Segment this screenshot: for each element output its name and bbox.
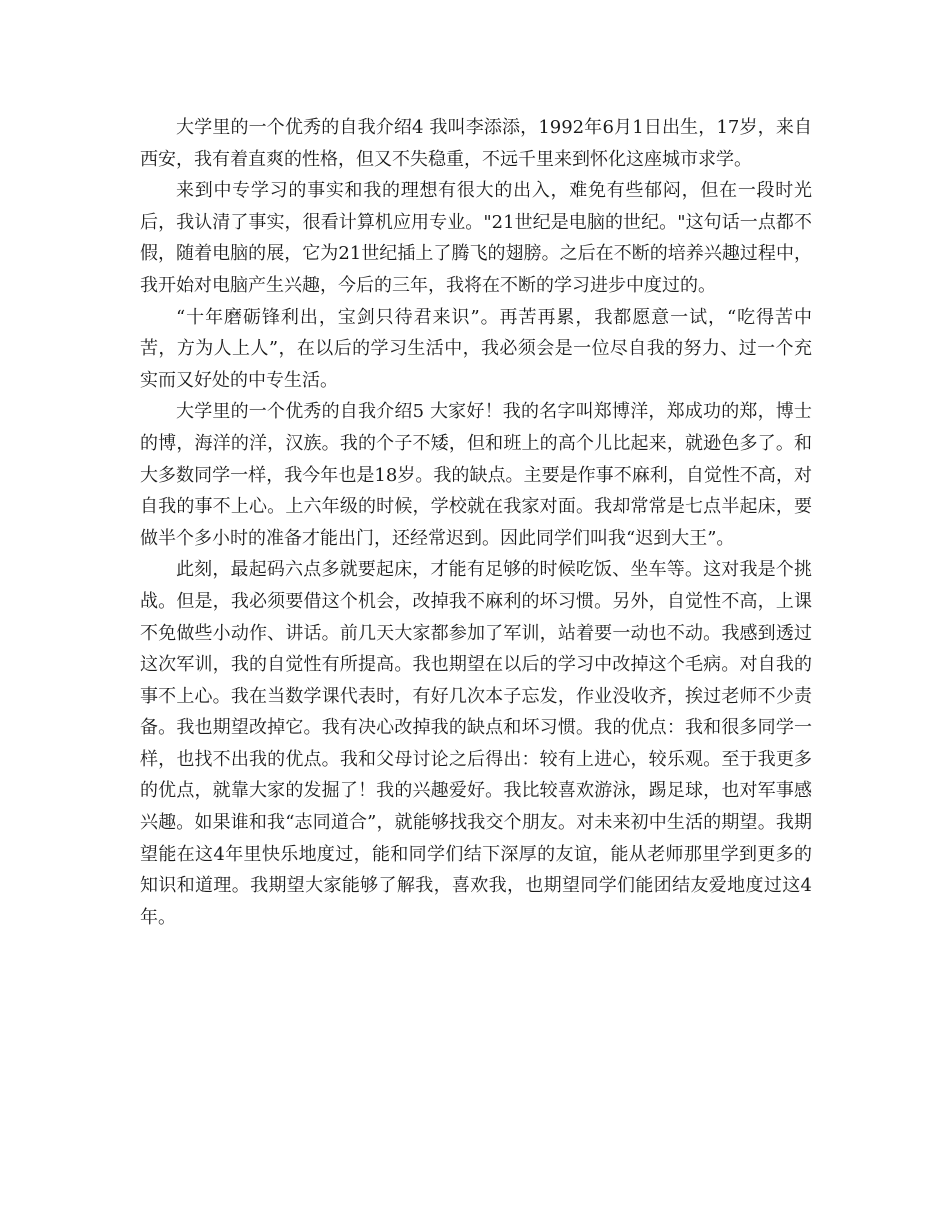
paragraph: 大学里的一个优秀的自我介绍4 我叫李添添，1992年6月1日出生，17岁，来自西安，我有着直爽的性格，但又不失稳重，不远千里来到怀化这座城市求学。	[140, 117, 812, 170]
paragraph: 此刻，最起码六点多就要起床，才能有足够的时候吃饭、坐车等。这对我是个挑战。但是，我必须要借这个机会，改掉我不麻利的坏习惯。另外，自觉性不高，上课不免做些小动作、讲话。前几天大家都参加了军训，站着要一动也不动。我感到透过这次军训，我的自觉性有所提高。我也期望在以后的学习中改掉这个毛病。对自我的事不上心。我在当数学课代表时，有好几次本子忘发，作业没收齐，挨过老师不少责备。我也期望改掉它。我有决心改掉我的缺点和坏习惯。我的优点：我和很多同学一样，也找不出我的优点。我和父母讨论之后得出：较有上进心，较乐观。至于我更多的优点，就靠大家的发掘了！我的兴趣爱好。我比较喜欢游泳，踢足球，也对军事感兴趣。如果谁和我“志同道合”，就能够找我交个朋友。对未来初中生活的期望。我期望能在这4年里快乐地度过，能和同学们结下深厚的友谊，能从老师那里学到更多的知识和道理。我期望大家能够了解我，喜欢我，也期望同学们能团结友爱地度过这4年。	[140, 559, 812, 928]
paragraph: “十年磨砺锋利出，宝剑只待君来识”。再苦再累，我都愿意一试，“吃得苦中苦，方为人上人”，在以后的学习生活中，我必须会是一位尽自我的努力、过一个充实而又好处的中专生活。	[140, 306, 812, 391]
document-body	[140, 112, 812, 933]
paragraph: 大学里的一个优秀的自我介绍5 大家好！我的名字叫郑博洋，郑成功的郑，博士的博，海洋的洋，汉族。我的个子不矮，但和班上的高个儿比起来，就逊色多了。和大多数同学一样，我今年也是18岁。我的缺点。主要是作事不麻利，自觉性不高，对自我的事不上心。上六年级的时候，学校就在我家对面。我却常常是七点半起床，要做半个多小时的准备才能出门，还经常迟到。因此同学们叫我“迟到大王”。	[140, 401, 812, 549]
paragraph: 来到中专学习的事实和我的理想有很大的出入，难免有些郁闷，但在一段时光后，我认清了事实，很看计算机应用专业。"21世纪是电脑的世纪。"这句话一点都不假，随着电脑的展，它为21世纪插上了腾飞的翅膀。之后在不断的培养兴趣过程中，我开始对电脑产生兴趣，今后的三年，我将在不断的学习进步中度过的。	[140, 180, 812, 296]
